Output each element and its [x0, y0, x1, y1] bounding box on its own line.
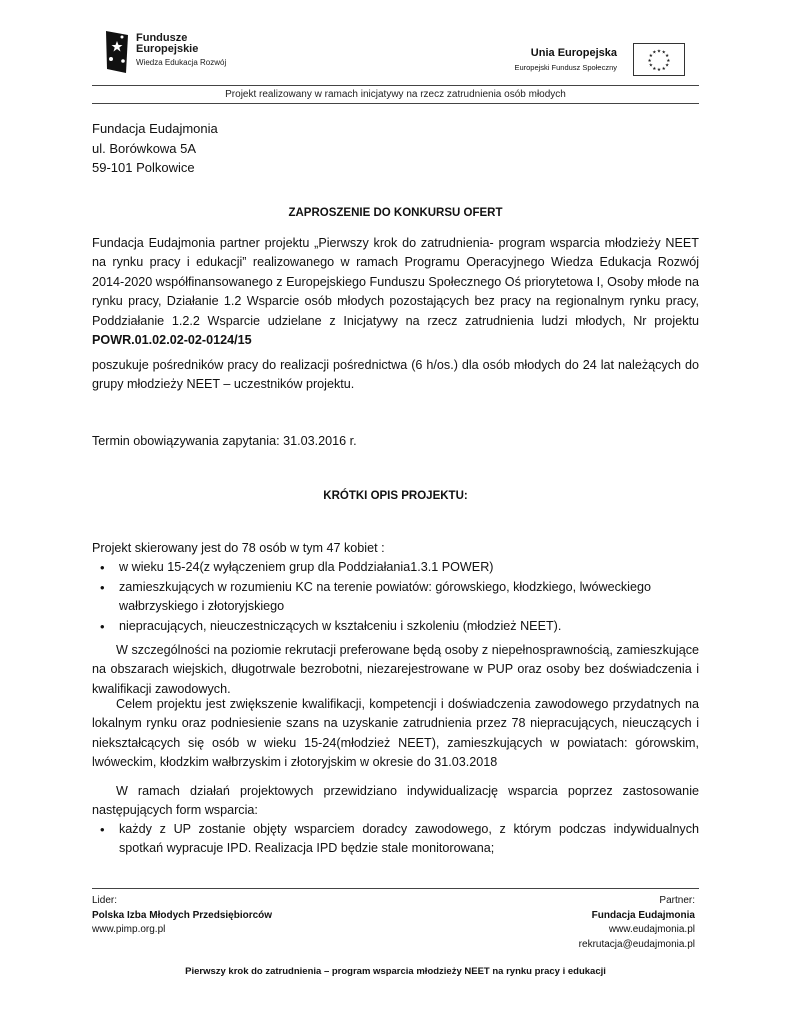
partner-website-link[interactable]: www.eudajmonia.pl: [608, 924, 695, 935]
list-item: • niepracujących, nieuczestniczących w kształceniu i szkoleniu (młodzież NEET).: [92, 617, 699, 636]
project-number: POWR.01.02.02-02-0124/15: [92, 333, 252, 348]
fe-logo-name2: Europejskie: [136, 43, 199, 55]
actions-bullet-list: [92, 820, 699, 859]
address-block: [92, 119, 218, 178]
ue-logo-sub: Europejski Fundusz Społeczny: [514, 63, 617, 72]
svg-text:★: ★: [656, 49, 662, 55]
footer-partner: [579, 894, 695, 952]
svg-text:★: ★: [656, 68, 662, 74]
list-item: • każdy z UP zostanie objęty wsparciem doradcy zawodowego, z którym podczas indywidualnych spotkań wypracuje IPD. Realizacja IPD będzie stale monitorowana;: [92, 820, 699, 859]
fe-star-flag-icon: [104, 29, 130, 75]
actions-section: [92, 820, 699, 859]
svg-text:★: ★: [666, 58, 671, 64]
target-bullet-list: [92, 558, 699, 636]
address-line-3: 59-101 Polkowice: [92, 160, 195, 175]
intro-text: Fundacja Eudajmonia partner projektu „Pierwszy krok do zatrudnienia- program wsparcia młodzieży NEET na rynku pracy i edukacji” realizowanego w ramach Programu Operacyjnego Wiedza Edukacja Rozwój 2014-2020 współfinansowanego z Europejskiego Funduszu Społecznego Oś priorytetowa I, Osoby młode na rynku pracy, Działanie 1.2 Wsparcie osób młodych pozostających bez pracy na regionalnym rynku pracy, Poddziałanie 1.2.2 Wsparcie udzielane z Inicjatywy na rzecz zatrudnienia ludzi młodych, Nr projektu: [92, 236, 699, 328]
leader-label: Lider:: [92, 895, 118, 906]
svg-text:★: ★: [652, 67, 657, 73]
leader-name: Polska Izba Młodych Przedsiębiorców: [92, 909, 273, 921]
section-title: KRÓTKI OPIS PROJEKTU:: [323, 490, 468, 502]
partner-name: Fundacja Eudajmonia: [591, 909, 695, 921]
svg-text:★: ★: [661, 67, 666, 73]
svg-text:★: ★: [665, 54, 670, 60]
footer-leader: [92, 894, 272, 938]
svg-text:★: ★: [648, 63, 653, 69]
deadline-text: Termin obowiązywania zapytania: 31.03.2016 r.: [92, 434, 357, 448]
ue-logo-name: Unia Europejska: [530, 47, 617, 59]
svg-text:★: ★: [661, 50, 666, 56]
header-note: Projekt realizowany w ramach inicjatywy na rzecz zatrudnienia osób młodych: [225, 89, 566, 100]
eu-flag-icon: [633, 43, 685, 76]
partner-email-link[interactable]: rekrutacja@eudajmonia.pl: [578, 938, 695, 950]
target-section: [92, 539, 699, 636]
unia-europejska-logo: [510, 43, 685, 79]
address-line-1: Fundacja Eudajmonia: [92, 121, 218, 136]
goal-paragraph: Celem projektu jest zwiększenie kwalifikacji, kompetencji i doświadczenia zawodowego przydatnych na lokalnym rynku oraz podniesienie szans na uzyskanie zatrudnienia przez 78 niepracujących, nieuczących i niekształcących się osób w wieku 15-24(młodzież NEET), zamieszkujących w powiatach: górowskim, lwóweckim, kłodzkim wałbrzyskim i złotoryjskim w okresie do 31.03.2018: [92, 697, 699, 770]
leader-website-link[interactable]: www.pimp.org.pl: [92, 924, 166, 935]
svg-text:★: ★: [652, 50, 657, 56]
target-intro: Projekt skierowany jest do 78 osób w tym 47 kobiet :: [92, 541, 385, 555]
intro-paragraph: [92, 234, 699, 350]
header-divider-bottom: [92, 103, 699, 104]
list-item: • zamieszkujących w rozumieniu KC na terenie powiatów: górowskiego, kłodzkiego, lwóweckiego wałbrzyskiego i złotoryjskiego: [92, 578, 699, 617]
svg-text:★: ★: [648, 54, 653, 60]
document-title: ZAPROSZENIE DO KONKURSU OFERT: [288, 207, 503, 219]
footer-divider: [92, 888, 699, 889]
list-item: • w wieku 15-24(z wyłączeniem grup dla Poddziałania1.3.1 POWER): [92, 558, 699, 577]
preferences-paragraph: W szczególności na poziomie rekrutacji preferowane będą osoby z niepełnosprawnością, zamieszkujące na obszarach wiejskich, długotrwale bezrobotni, niezarejestrowane w PUP oraz osoby bez doświadczenia i kwalifikacji zawodowych.: [92, 643, 699, 696]
svg-text:★: ★: [647, 58, 652, 64]
svg-text:★: ★: [665, 63, 670, 69]
fe-logo-sub: Wiedza Edukacja Rozwój: [136, 58, 227, 67]
address-line-2: ul. Borówkowa 5A: [92, 140, 197, 156]
seeking-paragraph: poszukuje pośredników pracy do realizacji pośrednictwa (6 h/os.) dla osób młodych do 24 lat należących do grupy młodzieży NEET – uczestników projektu.: [92, 358, 699, 392]
actions-paragraph: W ramach działań projektowych przewidziano indywidualizację wsparcia poprzez zastosowanie następujących form wsparcia:: [92, 784, 699, 818]
fundusze-europejskie-logo: [104, 29, 254, 77]
fe-logo-name: Fundusze: [136, 32, 188, 44]
footer-project-name: Pierwszy krok do zatrudnienia – program wsparcia młodzieży NEET na rynku pracy i edukacji: [185, 966, 606, 977]
header-divider: [92, 85, 699, 86]
partner-label: Partner:: [659, 895, 695, 906]
